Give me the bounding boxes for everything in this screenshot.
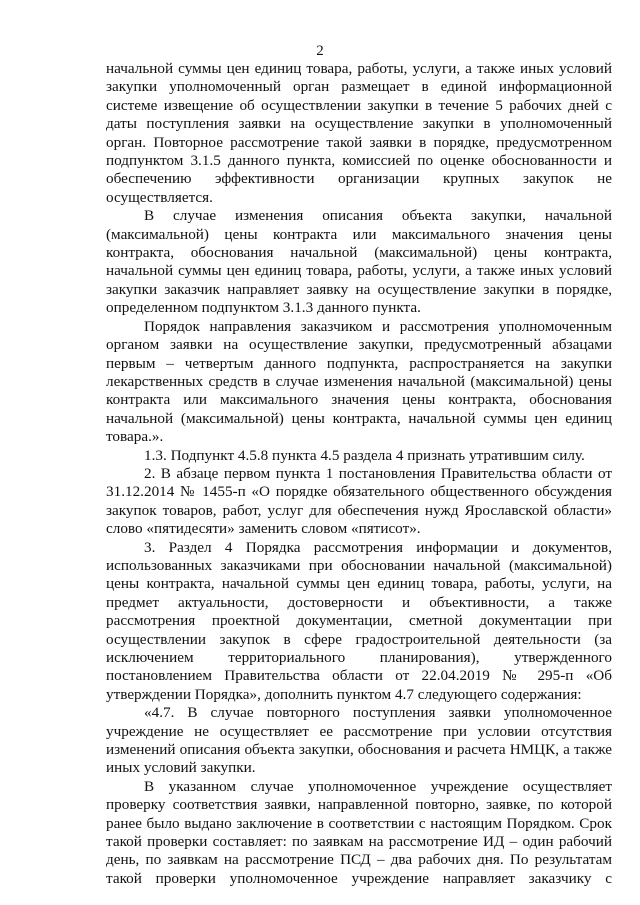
page-number: 2	[316, 43, 324, 59]
paragraph-item-3: 3. Раздел 4 Порядка рассмотрения информации и документов, использованных заказчиками при обосновании начальной (максимальной) цены контракта, начальной суммы цен единиц товара, работы, услуги, на предмет актуальности, достоверности и объективности, а также рассмотрения проектной документации, сметной документации при осуществлении закупок в сфере градостроительной деятельности (за исключением территориального планирования), утвержденного постановлением Правительства области от 22.04.2019 № 295-п «Об утверждении Порядка», дополнить пунктом 4.7 следующего содержания:	[106, 538, 612, 703]
document-body	[106, 60, 612, 888]
paragraph-item-1-3: 1.3. Подпункт 4.5.8 пункта 4.5 раздела 4 признать утратившим силу.	[144, 446, 585, 464]
paragraph-item-2: 2. В абзаце первом пункта 1 постановления Правительства области от 31.12.2014 № 1455-п «О порядке обязательного общественного обсуждения закупок товаров, работ, услуг для обеспечения нужд Ярославской области» слово «пятидесяти» заменить словом «пятисот».	[106, 464, 612, 538]
paragraph-object-change: В случае изменения описания объекта закупки, начальной (максимальной) цены контракта или максимального значения цены контракта, обоснования начальной (максимальной) цены контракта, начальной суммы цен единиц товара, работы, услуги, а также иных условий закупки заказчик направляет заявку на осуществление закупки в порядке, определенном подпунктом 3.1.3 данного пункта.	[106, 207, 612, 317]
paragraph-continuation: начальной суммы цен единиц товара, работы, услуги, а также иных условий закупки уполномоченный орган размещает в единой информационной системе извещение об осуществлении закупки в течение 5 рабочих дней с даты поступления заявки на осуществление закупки в уполномоченный орган. Повторное рассмотрение такой заявки в порядке, предусмотренном подпунктом 3.1.5 данного пункта, комиссией по оценке обоснованности и обеспечению эффективности организации крупных закупок не осуществляется.	[106, 60, 612, 206]
paragraph-repeat-check: В указанном случае уполномоченное учреждение осуществляет проверку соответствия заявки, направленной повторно, заявке, по которой ранее было выдано заключение в соответствии с настоящим Порядком. Срок такой проверки составляет: по заявкам на рассмотрение ИД – один рабочий день, по заявкам на рассмотрение ПСД – два рабочих дня. По результатам такой проверки уполномоченное учреждение направляет заказчику с	[106, 777, 612, 887]
paragraph-medicines-procedure: Порядок направления заказчиком и рассмотрения уполномоченным органом заявки на осуществление закупки, предусмотренный абзацами первым – четвертым данного подпункта, распространяется на закупки лекарственных средств в случае изменения начальной (максимальной) цены контракта или максимального значения цены контракта, обоснования начальной (максимальной) цены контракта, начальной суммы цен единиц товара.».	[106, 317, 612, 446]
paragraph-point-4-7: «4.7. В случае повторного поступления заявки уполномоченное учреждение не осуществляет ее рассмотрение при условии отсутствия изменений описания объекта закупки, обоснования и расчета НМЦК, а также иных условий закупки.	[106, 704, 612, 777]
